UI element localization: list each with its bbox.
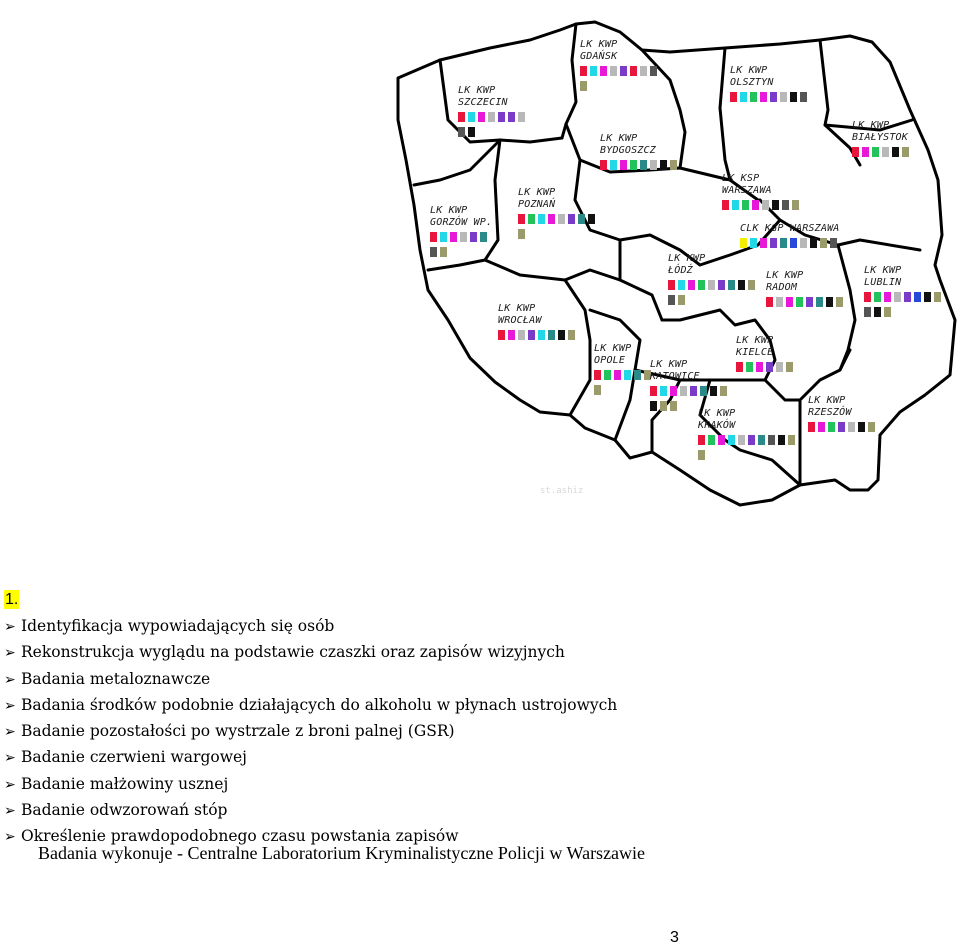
method-square <box>776 297 783 307</box>
lab-label-line: CLK KGP WARSZAWA <box>740 223 840 234</box>
lab-label-line: KIELCE <box>736 347 774 358</box>
method-square <box>848 422 855 432</box>
method-square <box>580 81 587 91</box>
list-item: ➢ Badanie odwzorowań stóp <box>4 798 617 824</box>
method-square <box>904 292 911 302</box>
method-square <box>480 232 487 242</box>
method-square <box>864 292 871 302</box>
method-square <box>458 112 465 122</box>
lab-label-line: WARSZAWA <box>722 185 772 196</box>
lab-label-line: OLSZTYN <box>730 77 774 88</box>
method-square <box>732 200 739 210</box>
method-square <box>630 160 637 170</box>
method-square <box>868 422 875 432</box>
method-square <box>640 160 647 170</box>
method-square <box>518 214 525 224</box>
method-square <box>894 292 901 302</box>
lab-label-line: LK KWP <box>430 205 468 216</box>
method-square <box>660 401 667 411</box>
lab-label-line: LK KWP <box>864 265 902 276</box>
method-square <box>766 362 773 372</box>
method-square <box>670 401 677 411</box>
method-square <box>738 280 745 290</box>
arrow-bullet-icon: ➢ <box>4 803 16 820</box>
lab-label-line: LK KWP <box>594 343 632 354</box>
method-square <box>740 238 747 248</box>
method-square <box>740 92 747 102</box>
lab-label-line: KATOWICE <box>650 371 700 382</box>
method-square <box>792 200 799 210</box>
lab-radom <box>766 270 843 307</box>
lab-label-line: LK KWP <box>580 39 618 50</box>
method-square <box>458 127 465 137</box>
method-square <box>518 112 525 122</box>
lab-bialystok <box>852 120 909 157</box>
method-square <box>678 295 685 305</box>
method-square <box>796 297 803 307</box>
method-square <box>610 66 617 76</box>
method-square <box>668 295 675 305</box>
poland-map <box>380 20 960 520</box>
list-item: ➢ Określenie prawdopodobnego czasu powstania zapisów <box>4 824 617 850</box>
method-square <box>852 147 859 157</box>
method-square <box>718 280 725 290</box>
method-square <box>508 112 515 122</box>
method-square <box>440 247 447 257</box>
lab-clk <box>740 223 840 248</box>
method-square <box>690 386 697 396</box>
list-item: ➢ Identyfikacja wypowiadających się osób <box>4 614 617 640</box>
method-square <box>806 297 813 307</box>
lab-label-line: LK KWP <box>736 335 774 346</box>
lab-label-line: BIAŁYSTOK <box>852 132 908 143</box>
method-square <box>766 297 773 307</box>
method-square <box>884 292 891 302</box>
method-square <box>620 66 627 76</box>
method-square <box>718 435 725 445</box>
laboratory-labels <box>430 39 941 460</box>
method-square <box>478 112 485 122</box>
method-square <box>924 292 931 302</box>
lab-bydgoszcz <box>600 133 677 170</box>
method-square <box>818 422 825 432</box>
method-square <box>568 330 575 340</box>
lab-label-line: LK KSP <box>722 173 760 184</box>
method-square <box>836 297 843 307</box>
method-square <box>800 92 807 102</box>
arrow-bullet-icon: ➢ <box>4 645 16 662</box>
examination-list <box>4 614 617 851</box>
lab-gorzow <box>430 205 492 257</box>
lab-label-line: BYDGOSZCZ <box>600 145 656 156</box>
lab-lublin <box>864 265 941 317</box>
method-square <box>488 112 495 122</box>
arrow-bullet-icon: ➢ <box>4 671 16 688</box>
lab-label-line: LK KWP <box>698 408 736 419</box>
method-square <box>620 160 627 170</box>
method-square <box>892 147 899 157</box>
method-square <box>548 330 555 340</box>
method-square <box>650 401 657 411</box>
lab-label-line: LK KWP <box>730 65 768 76</box>
method-square <box>468 127 475 137</box>
lab-label-line: OPOLE <box>594 355 626 366</box>
lab-label-line: LK KWP <box>852 120 890 131</box>
method-square <box>538 214 545 224</box>
section-number: 1. <box>5 591 19 608</box>
arrow-bullet-icon: ➢ <box>4 619 16 635</box>
lab-label-line: KRAKÓW <box>698 420 736 431</box>
lab-label-line: LK KWP <box>766 270 804 281</box>
method-square <box>670 386 677 396</box>
lab-label-line: SZCZECIN <box>458 97 508 108</box>
method-square <box>858 422 865 432</box>
lab-label-line: LK KWP <box>668 253 706 264</box>
lab-katowice <box>649 359 727 411</box>
method-square <box>752 200 759 210</box>
method-square <box>770 238 777 248</box>
method-square <box>430 232 437 242</box>
method-square <box>548 214 555 224</box>
method-square <box>528 330 535 340</box>
method-square <box>760 92 767 102</box>
method-square <box>778 435 785 445</box>
lab-label-line: ŁÓDŹ <box>668 265 693 276</box>
method-square <box>660 386 667 396</box>
method-square <box>810 238 817 248</box>
method-square <box>934 292 941 302</box>
lab-label-line: RZESZÓW <box>808 407 852 418</box>
lab-label-line: GORZÓW WP. <box>430 217 493 228</box>
lab-label-line: POZNAŃ <box>518 199 556 210</box>
lab-szczecin <box>458 85 525 137</box>
method-square <box>708 435 715 445</box>
method-square <box>882 147 889 157</box>
method-square <box>468 112 475 122</box>
method-square <box>874 307 881 317</box>
method-square <box>902 147 909 157</box>
method-square <box>680 386 687 396</box>
lab-rzeszow <box>808 395 875 432</box>
lab-label-line: LK KWP <box>518 187 556 198</box>
list-item: ➢ Badanie pozostałości po wystrzale z broni palnej (GSR) <box>4 719 617 745</box>
method-square <box>580 66 587 76</box>
method-square <box>518 330 525 340</box>
list-item: ➢ Badania środków podobnie działających do alkoholu w płynach ustrojowych <box>4 693 617 719</box>
method-square <box>756 362 763 372</box>
method-square <box>760 238 767 248</box>
method-square <box>650 386 657 396</box>
method-square <box>660 160 667 170</box>
method-square <box>780 92 787 102</box>
method-square <box>750 238 757 248</box>
method-square <box>728 435 735 445</box>
method-square <box>604 370 611 380</box>
method-square <box>790 92 797 102</box>
method-square <box>630 66 637 76</box>
lab-kielce <box>735 335 793 372</box>
method-square <box>698 435 705 445</box>
method-square <box>872 147 879 157</box>
method-square <box>624 370 631 380</box>
method-square <box>698 280 705 290</box>
method-square <box>800 238 807 248</box>
method-square <box>884 307 891 317</box>
arrow-bullet-icon: ➢ <box>4 750 16 767</box>
lab-label-line: LK KWP <box>600 133 638 144</box>
lab-label-line: LK KWP <box>498 303 536 314</box>
method-square <box>780 238 787 248</box>
method-square <box>610 160 617 170</box>
method-square <box>650 66 657 76</box>
method-square <box>650 160 657 170</box>
method-square <box>758 435 765 445</box>
method-square <box>668 280 675 290</box>
method-square <box>430 247 437 257</box>
method-square <box>558 214 565 224</box>
method-square <box>670 160 677 170</box>
map-watermark: st.ashiz <box>540 486 584 496</box>
list-item: ➢ Badanie małżowiny usznej <box>4 772 617 798</box>
method-square <box>578 214 585 224</box>
method-square <box>730 92 737 102</box>
arrow-bullet-icon: ➢ <box>4 724 16 741</box>
method-square <box>742 200 749 210</box>
method-square <box>558 330 565 340</box>
lab-opole <box>594 343 651 395</box>
method-square <box>828 422 835 432</box>
method-square <box>594 385 601 395</box>
lab-gdansk <box>580 39 657 91</box>
arrow-bullet-icon: ➢ <box>4 776 16 793</box>
lab-olsztyn <box>730 65 807 102</box>
list-item: ➢ Rekonstrukcja wyglądu na podstawie czaszki oraz zapisów wizyjnych <box>4 640 617 666</box>
method-square <box>808 422 815 432</box>
method-square <box>440 232 447 242</box>
arrow-bullet-icon: ➢ <box>4 697 16 714</box>
list-item: ➢ Badanie czerwieni wargowej <box>4 745 617 771</box>
method-square <box>634 370 641 380</box>
method-square <box>782 200 789 210</box>
method-square <box>700 386 707 396</box>
method-square <box>614 370 621 380</box>
method-square <box>538 330 545 340</box>
method-square <box>708 280 715 290</box>
list-item: ➢ Badania metaloznawcze <box>4 667 617 693</box>
method-square <box>746 362 753 372</box>
method-square <box>568 214 575 224</box>
lab-warszawa <box>722 173 799 210</box>
method-square <box>838 422 845 432</box>
method-square <box>600 66 607 76</box>
method-square <box>738 435 745 445</box>
method-square <box>594 370 601 380</box>
method-square <box>786 297 793 307</box>
method-square <box>768 435 775 445</box>
method-square <box>470 232 477 242</box>
method-square <box>772 200 779 210</box>
lab-label-line: RADOM <box>766 282 798 293</box>
method-square <box>816 297 823 307</box>
method-square <box>508 330 515 340</box>
lab-label-line: LK KWP <box>458 85 496 96</box>
method-square <box>710 386 717 396</box>
method-square <box>720 386 727 396</box>
method-square <box>748 435 755 445</box>
method-square <box>786 362 793 372</box>
arrow-bullet-icon: ➢ <box>4 829 16 846</box>
method-square <box>788 435 795 445</box>
method-square <box>862 147 869 157</box>
method-square <box>736 362 743 372</box>
method-square <box>914 292 921 302</box>
lab-label-line: LUBLIN <box>864 277 902 288</box>
method-square <box>750 92 757 102</box>
method-square <box>820 238 827 248</box>
lab-label-line: LK KWP <box>808 395 846 406</box>
method-square <box>698 450 705 460</box>
method-square <box>748 280 755 290</box>
method-square <box>498 112 505 122</box>
method-square <box>722 200 729 210</box>
method-square <box>518 229 525 239</box>
method-square <box>830 238 837 248</box>
lab-label-line: WROCŁAW <box>498 315 542 326</box>
method-square <box>762 200 769 210</box>
method-square <box>678 280 685 290</box>
method-square <box>874 292 881 302</box>
lab-label-line: GDAŃSK <box>580 51 618 62</box>
method-square <box>590 66 597 76</box>
lab-label-line: LK KWP <box>650 359 688 370</box>
method-square <box>770 92 777 102</box>
method-square <box>688 280 695 290</box>
method-square <box>460 232 467 242</box>
lab-wroclaw <box>498 303 575 340</box>
method-square <box>600 160 607 170</box>
method-square <box>588 214 595 224</box>
footer-note: Badania wykonuje - Centralne Laboratorium Kryminalistyczne Policji w Warszawie <box>38 843 646 863</box>
method-square <box>776 362 783 372</box>
method-square <box>826 297 833 307</box>
method-square <box>790 238 797 248</box>
lab-poznan <box>518 187 595 239</box>
method-square <box>640 66 647 76</box>
page-number: 3 <box>670 929 679 946</box>
method-square <box>864 307 871 317</box>
method-square <box>528 214 535 224</box>
method-square <box>450 232 457 242</box>
method-square <box>498 330 505 340</box>
method-square <box>728 280 735 290</box>
